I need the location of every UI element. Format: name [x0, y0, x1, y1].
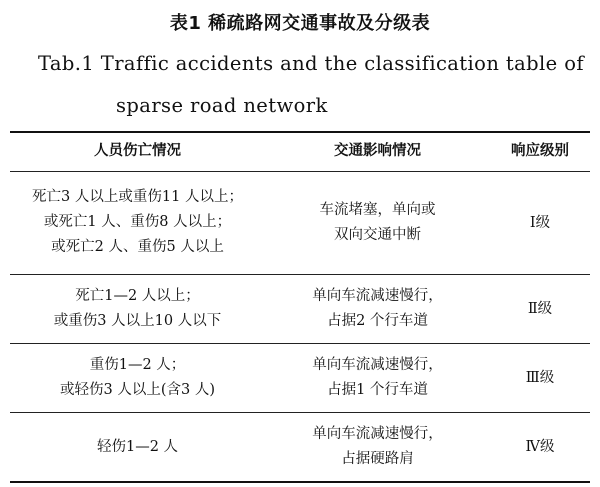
table-row-2-impact [265, 284, 490, 334]
table-title-en-line1: Tab.1 Traffic accidents and the classification table of [38, 52, 584, 75]
casualty-line: 或轻伤3 人以上(含3 人) [60, 382, 215, 398]
casualty-line: 轻伤1—2 人 [96, 439, 179, 455]
casualty-line: 或死亡1 人、重伤8 人以上； [43, 214, 232, 230]
header-casualty: 人员伤亡情况 [94, 143, 181, 159]
table-row-1-casualty [10, 185, 265, 260]
table-row-1-level: Ⅰ级 [529, 215, 551, 231]
table-top-rule [10, 131, 590, 133]
impact-line: 占据2 个行车道 [327, 313, 428, 329]
header-bottom-rule [10, 171, 590, 172]
table-row-4-casualty [10, 435, 265, 460]
row-divider [10, 343, 590, 344]
impact-line: 单向车流减速慢行， [312, 426, 443, 442]
row-divider [10, 274, 590, 275]
impact-line: 占据硬路肩 [341, 451, 414, 467]
impact-line: 双向交通中断 [334, 227, 421, 243]
table-title-cn: 表1 稀疏路网交通事故及分级表 [169, 13, 431, 34]
casualty-line: 或重伤3 人以上10 人以下 [53, 313, 222, 329]
table-row-2-level: Ⅱ级 [527, 301, 553, 317]
table-row-4-level: Ⅳ级 [525, 439, 555, 455]
impact-line: 单向车流减速慢行， [312, 357, 443, 373]
table-title-en-line2: sparse road network [116, 94, 328, 117]
casualty-line: 重伤1—2 人； [89, 357, 186, 373]
header-level: 响应级别 [511, 143, 569, 159]
casualty-line: 死亡3 人以上或重伤11 人以上； [32, 189, 243, 205]
table-row-1-impact [265, 198, 490, 248]
table-row-3-impact [265, 353, 490, 403]
row-divider [10, 412, 590, 413]
casualty-line: 或死亡2 人、重伤5 人以上 [51, 239, 224, 255]
casualty-line: 死亡1—2 人以上； [75, 288, 200, 304]
table-row-3-casualty [10, 353, 265, 403]
table-row-4-impact [265, 422, 490, 472]
table-row-3-level: Ⅲ级 [525, 370, 555, 386]
impact-line: 单向车流减速慢行， [312, 288, 443, 304]
impact-line: 占据1 个行车道 [327, 382, 428, 398]
impact-line: 车流堵塞，单向或 [319, 202, 436, 218]
table-bottom-rule [10, 481, 590, 483]
table-row-2-casualty [10, 284, 265, 334]
header-impact: 交通影响情况 [334, 143, 421, 159]
